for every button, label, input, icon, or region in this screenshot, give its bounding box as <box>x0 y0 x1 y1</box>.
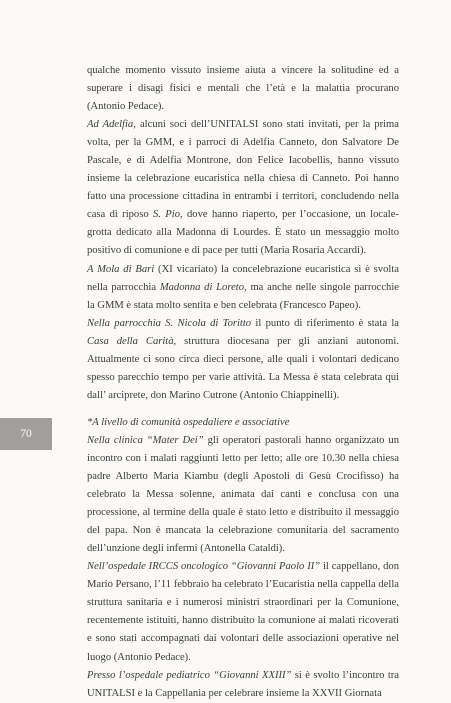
paragraph <box>87 667 399 703</box>
paragraph <box>87 62 399 116</box>
italic-place-name: Ad Adelfia, <box>87 119 136 131</box>
italic-place-name: Madonna di Loreto, <box>159 281 247 293</box>
text-run: struttura diocesana per gli anziani autonomi. Attualmente ci sono circa dieci persone, alle quali i volontari dedicano spesso parecchio tempo per varie attività. La Messa è stata celebrata qui dall’ arciprete, don Marino Cutrone (Antonio Chiappinelli). <box>87 335 399 401</box>
text-run: il cappellano, don Mario Persano, l’11 febbraio ha celebrato l’Eucaristia nella cappella della struttura sanitaria e i numerosi ministri straordinari per la Comunione, recentemente istituiti, hanno distribuito la comunione ai malati ricoverati e sono stati accompagnati dai volontari delle associazioni operative nel luogo (Antonio Pedace). <box>87 561 399 663</box>
paragraph <box>87 432 399 558</box>
italic-place-name: Nella parrocchia S. Nicola di Toritto <box>87 317 252 329</box>
paragraph <box>87 116 399 260</box>
page-number-tab <box>0 418 52 450</box>
section-heading <box>87 414 399 432</box>
paragraph <box>87 558 399 666</box>
paragraph <box>87 261 399 315</box>
text-run: il punto di riferimento è stata la <box>251 317 399 329</box>
page-body-text <box>87 62 399 703</box>
section-heading-text: *A livello di comunità ospedaliere e associative <box>87 416 290 428</box>
italic-place-name: Nell’ospedale IRCCS oncologico “Giovanni Paolo II” <box>87 561 321 573</box>
italic-place-name: Presso l’ospedale pediatrico “Giovanni XXIII” <box>87 669 292 681</box>
italic-place-name: Casa della Carità, <box>87 335 177 347</box>
text-run: alcuni soci dell’UNITALSI sono stati invitati, per la prima volta, per la GMM, e i parroci di Adelfia Canneto, don Salvatore De Pascale, e di Adelfia Montrone, don Felice Iacobellis, hanno vissuto insieme la celebrazione eucaristica nella chiesa di Canneto. Poi hanno fatto una processione cittadina in entrambi i territori, concludendo nella casa di riposo <box>87 119 399 221</box>
text-run: qualche momento vissuto insieme aiuta a vincere la solitudine ed a superare i disagi fisici e mentali che l’età e la malattia procurano (Antonio Pedace). <box>87 65 399 113</box>
text-run: si è svolto l’incontro tra UNITALSI e la Cappellania per celebrare insieme la XXVII Giornata <box>87 669 399 699</box>
paragraph <box>87 315 399 405</box>
italic-place-name: A Mola di Bari <box>87 263 155 275</box>
text-run: dove hanno riaperto, per l’occasione, un locale-grotta dedicato alla Madonna di Lourdes. È stato un messaggio molto positivo di comunione e di pace per tutti (Maria Rosaria Accardi). <box>87 209 399 257</box>
text-run: ma anche nelle singole parrocchie la GMM è stata molto sentita e ben celebrata (Francesco Papeo). <box>87 281 399 311</box>
page-number: 70 <box>20 428 32 440</box>
italic-place-name: Nella clinica “Mater Dei” <box>87 434 204 446</box>
text-run: gli operatori pastorali hanno organizzato un incontro con i malati raggiunti letto per letto; alle ore 10.30 nella chiesa padre Alberto Maria Kiambu (degli Apostoli di Gesù Crocifisso) ha celebrato la Messa solenne, animata dai canti e conclusa con una processione, al termine della quale è stato letto e distribuito il messaggio del papa. Non è mancata la celebrazione comunitaria del sacramento dell’unzione degli infermi (Antonella Cataldi). <box>87 434 399 555</box>
italic-place-name: S. Pio, <box>153 209 183 221</box>
text-run: (XI vicariato) la concelebrazione eucaristica si è svolta nella parrocchia <box>87 263 399 293</box>
